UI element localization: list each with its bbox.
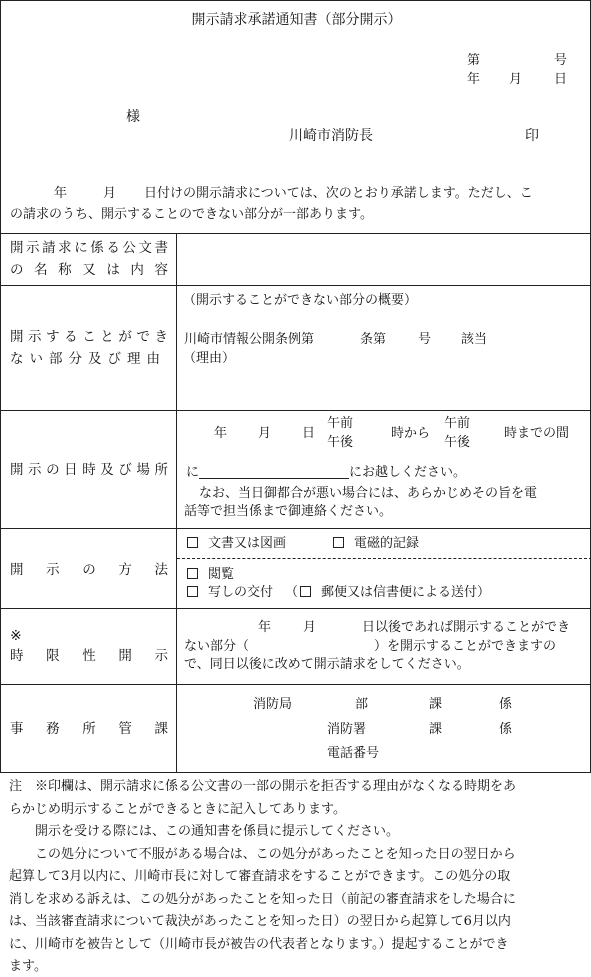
schedule-month: 月 [258,426,272,441]
timelimit-line1: 日以後であれば開示することができ [362,620,571,635]
checkbox-document[interactable] [187,537,198,548]
label-reason [10,326,168,370]
column-divider [176,233,177,773]
note-line: 開示を受ける際には、この通知書を係員に提示してください。 [22,824,400,839]
reason-label: （理由） [183,351,236,366]
schedule-note-line2: 話等で担当係まで御連絡ください。 [184,504,393,519]
label-document-line1: 開示請求に係る公文書 [10,240,168,256]
option-electronic-label: 電磁的記録 [354,536,420,551]
note-line: 消しを求める訴えは、この処分があったことを知った日（前記の審査請求をした場合に [9,891,516,907]
label-timelimit-text: 時限性開示 [10,648,168,664]
timelimit-month: 月 [303,620,317,635]
option-copy-label: 写しの交付 [208,585,274,600]
label-document-line2: の 名 称 又 は 内 容 [10,262,168,278]
note-line: ます。 [9,959,47,974]
date-month: 月 [509,72,523,87]
timelimit-line2-a: ない部分（ [184,639,250,654]
intro-paragraph [10,183,584,225]
rule [1,285,591,286]
intro-year: 年 [54,186,68,201]
schedule-pm-2: 午後 [444,435,471,450]
rule [1,528,591,529]
option-mail-paren: （ [285,585,299,600]
timelimit-line3: で、同日以後に改めて開示請求をしてください。 [184,657,470,672]
office-kakari-1: 係 [499,697,513,712]
rule [1,410,591,411]
option-view-label: 閲覧 [208,567,235,582]
sender-name: 川崎市消防長 [289,128,373,144]
schedule-until: 時までの間 [504,426,570,441]
rule [1,684,591,685]
label-document [10,237,168,281]
place-blank [199,465,349,479]
label-reason-line2: ない部分及び理由 [10,351,160,367]
schedule-day: 日 [302,426,316,441]
reason-article: 条第 [360,332,387,347]
notes-section [0,776,591,977]
office-bu: 部 [355,697,369,712]
office-ka-2: 課 [429,722,443,737]
note-line: に、川崎市を被告として（川崎市長が被告の代表者となります。）提起することができ [9,936,509,952]
document-title: 開示請求承諾通知書（部分開示） [191,12,402,28]
number-dai: 第 [467,53,481,68]
reason-applicable: 該当 [461,332,488,347]
schedule-pm-1: 午後 [327,435,354,450]
schedule-note-line1: なお、当日御都合が悪い場合には、あらかじめその旨を電 [199,486,538,501]
date-day: 日 [554,72,568,87]
reason-ordinance: 川崎市情報公開条例第 [184,332,315,347]
checkbox-electronic[interactable] [333,537,344,548]
checkbox-view[interactable] [187,568,198,579]
reason-item: 号 [418,332,432,347]
note-line: この処分について不服がある場合は、この処分があったことを知った日の翌日から [22,846,516,862]
label-office [10,718,168,740]
note-line: らかじめ明示することができるときに記入してあります。 [9,801,346,817]
schedule-ni: に [186,465,200,480]
label-schedule-text: 開示の日時及び場所 [10,462,168,478]
schedule-place-line [186,465,466,481]
schedule-please-come: にお越しください。 [349,465,467,480]
schedule-am-2: 午前 [444,416,471,431]
option-copy [187,585,490,601]
checkbox-copy[interactable] [187,586,198,597]
intro-line2: の請求のうち、開示することのできない部分が一部あります。 [10,207,373,222]
office-hq: 消防局 [253,697,293,712]
option-mail-label: 郵便又は信書便による送付） [321,585,491,600]
note-line: 注 ※印欄は、開示請求に係る公文書の一部の開示を拒否する理由がなくなる時期をあ [9,779,517,794]
timelimit-year: 年 [258,620,272,635]
dashed-rule [177,558,591,559]
option-document-label: 文書又は図画 [208,536,287,551]
rule [1,608,591,609]
label-reason-line1: 開示することができ [10,329,168,345]
checkbox-mail[interactable] [300,586,311,597]
office-phone: 電話番号 [327,746,380,761]
option-view [187,567,234,583]
note-line: 起算して3月以内に、川崎市長に対して審査請求をすることができます。この処分の取 [9,869,511,884]
reason-summary-label: （開示することができない部分の概要） [183,293,418,308]
office-ka-1: 課 [429,697,443,712]
timelimit-line2-b: ）を開示することができますの [374,639,557,654]
label-schedule [10,459,168,481]
option-electronic [333,536,419,552]
note-line: は、当該審査請求について裁決があったことを知った日）の翌日から起算して6月以内 [9,914,511,929]
schedule-from: 時から [391,426,431,441]
label-method-text: 開示の方法 [10,562,168,578]
label-office-text: 事務所管課 [10,721,168,737]
rule [1,233,591,234]
intro-line1: 日付けの開示請求については、次のとおり承諾します。ただし、こ [144,186,533,201]
schedule-year: 年 [214,426,228,441]
option-document [187,536,286,552]
timelimit-mark: ※ [10,628,22,644]
office-station: 消防署 [327,722,367,737]
office-kakari-2: 係 [499,722,513,737]
label-timelimit [10,645,168,667]
seal-mark: 印 [525,128,539,144]
addressee-suffix: 様 [126,109,140,125]
date-year: 年 [467,72,481,87]
label-method [10,559,168,581]
number-go: 号 [554,53,568,68]
schedule-am-1: 午前 [327,416,354,431]
intro-month: 月 [103,186,117,201]
